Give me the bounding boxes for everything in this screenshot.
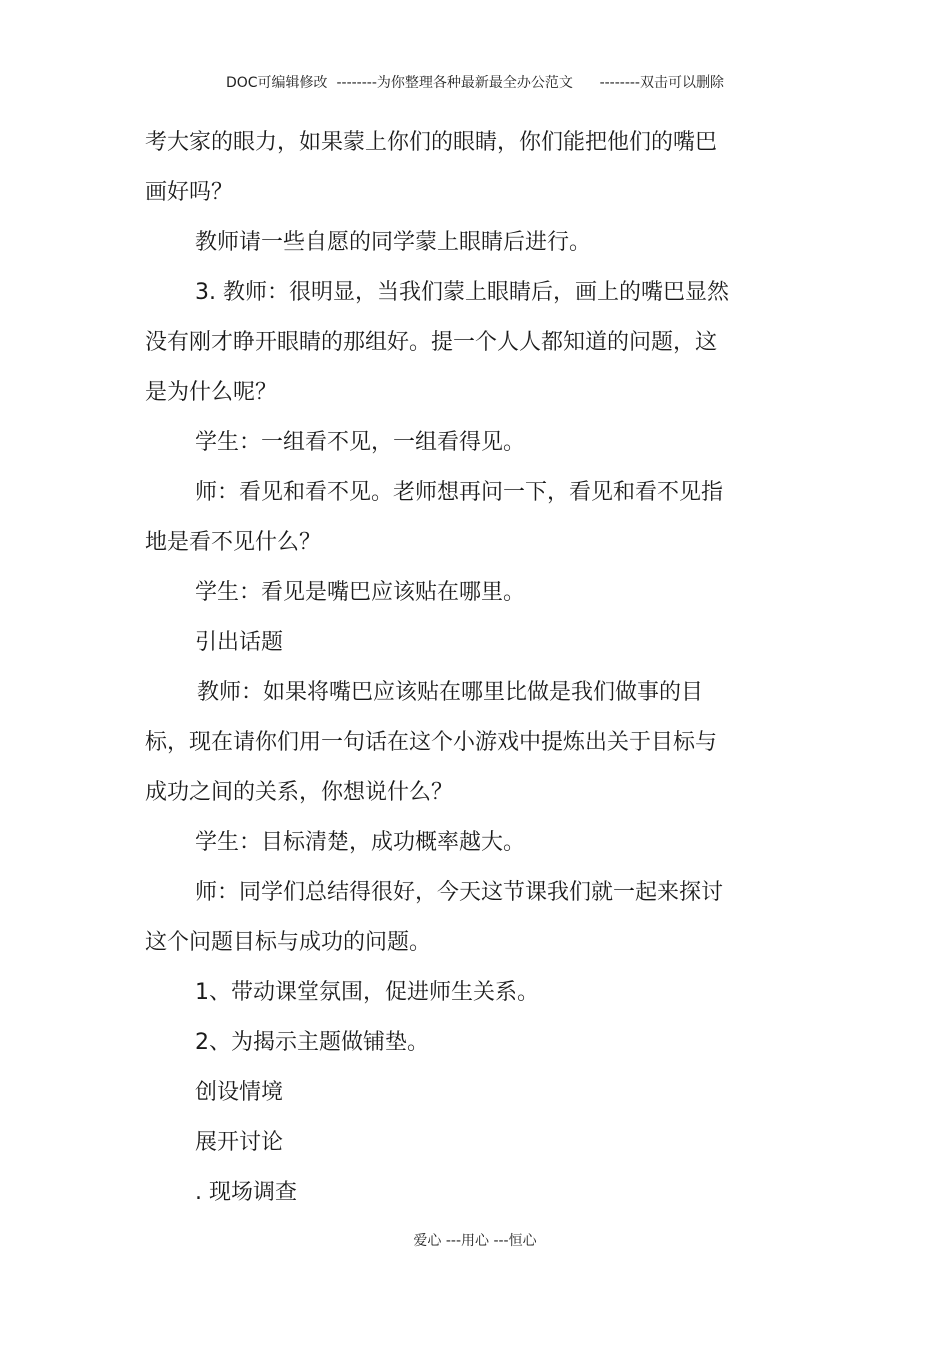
section-heading: 展开讨论 [195, 1130, 284, 1155]
page-footer: 爱心 ---用心 ---恒心 [413, 1233, 537, 1249]
list-item: 2、为揭示主题做铺垫。 [195, 1030, 429, 1055]
text-line: 学生：一组看不见，一组看得见。 [195, 430, 526, 455]
text-line: 学生：看见是嘴巴应该贴在哪里。 [195, 580, 526, 605]
text-line: 画好吗？ [145, 180, 234, 205]
text-line: 考大家的眼力，如果蒙上你们的眼睛，你们能把他们的嘴巴 [145, 130, 718, 155]
section-heading: 创设情境 [195, 1080, 284, 1105]
text-line: 地是看不见什么？ [145, 530, 322, 555]
text-line: 学生：目标清楚，成功概率越大。 [195, 830, 526, 855]
list-item: 1、带动课堂氛围，促进师生关系。 [195, 980, 539, 1005]
text-line: 教师：如果将嘴巴应该贴在哪里比做是我们做事的目 [197, 680, 704, 705]
text-line: 教师请一些自愿的同学蒙上眼睛后进行。 [195, 230, 592, 255]
text-line: 是为什么呢？ [145, 380, 278, 405]
text-line: 成功之间的关系，你想说什么？ [145, 780, 454, 805]
text-line: 这个问题目标与成功的问题。 [145, 930, 432, 955]
text-line: 师：同学们总结得很好，今天这节课我们就一起来探讨 [195, 880, 724, 905]
section-heading: . 现场调查 [195, 1180, 297, 1205]
text-line: 师：看见和看不见。老师想再问一下，看见和看不见指 [195, 480, 724, 505]
page-header: DOC可编辑修改 --------为你整理各种最新最全办公范文 --------双击可以删除 [225, 75, 724, 91]
text-line: 3. 教师：很明显，当我们蒙上眼睛后，画上的嘴巴显然 [195, 280, 729, 305]
text-line: 标，现在请你们用一句话在这个小游戏中提炼出关于目标与 [145, 730, 718, 755]
document-body [145, 118, 765, 1218]
text-line: 没有刚才睁开眼睛的那组好。提一个人人都知道的问题，这 [145, 330, 718, 355]
section-heading: 引出话题 [195, 630, 284, 655]
